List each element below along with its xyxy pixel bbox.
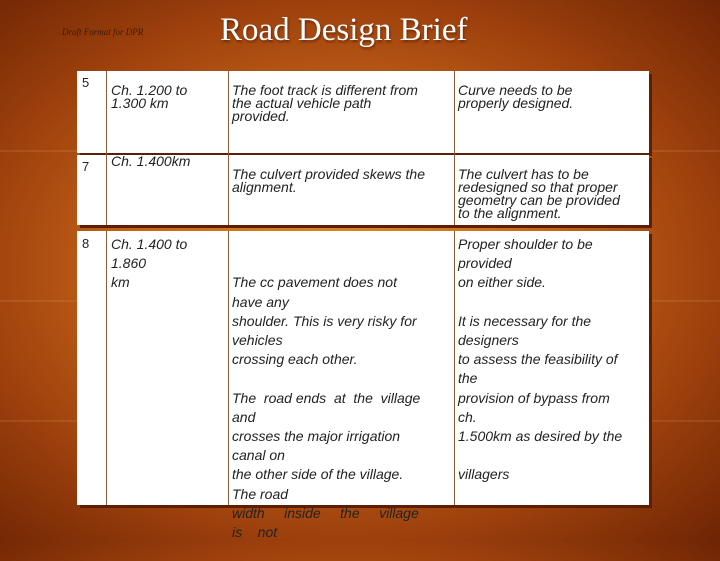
- observation-cell: The culvert provided skews the alignment.: [232, 166, 425, 195]
- draft-watermark: Draft Format for DPR: [62, 27, 144, 37]
- serial-number: 5: [82, 75, 90, 90]
- chainage-cell: Ch. 1.400km: [111, 153, 191, 169]
- observation-cell: The cc pavement does not have any shoulder. This is very risky for vehicles crossing each other. The road ends at the village and crosses the major irrigation canal on the other side of the village. The road width inside the village is not: [232, 274, 421, 541]
- chainage-unit: km: [111, 274, 130, 291]
- observation-cell: The foot track is different from the actual vehicle path provided.: [232, 82, 418, 124]
- chainage-cell: Ch. 1.200 to 1.300 km: [111, 82, 188, 111]
- serial-number: 7: [82, 159, 90, 174]
- recommendation-cell: Proper shoulder to be provided on either side. It is necessary for the designers to assess the feasibility of the provision of bypass from ch. 1.500km as desired by the villagers: [458, 236, 623, 483]
- recommendation-cell: Curve needs to be properly designed.: [458, 82, 574, 111]
- serial-number: 8: [82, 236, 90, 251]
- recommendation-cell: The culvert has to be redesigned so that proper geometry can be provided to the alignment.: [458, 166, 620, 221]
- slide-title: Road Design Brief: [220, 12, 468, 48]
- chainage-cell: Ch. 1.400 to 1.860 km: [111, 235, 187, 293]
